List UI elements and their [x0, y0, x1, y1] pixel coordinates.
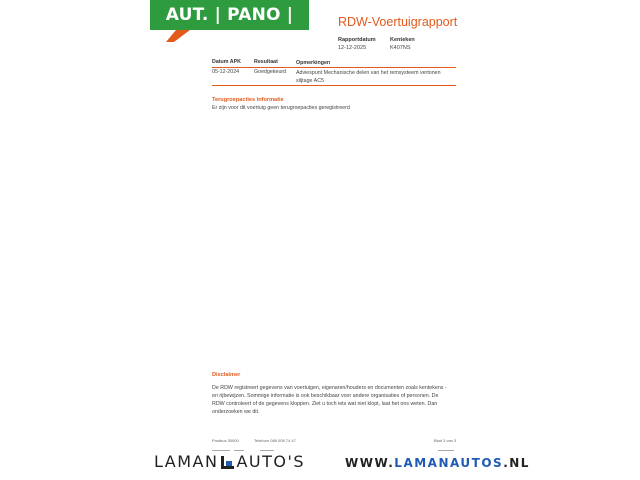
- apk-table: [212, 58, 456, 84]
- kenteken-value: K407NS: [390, 45, 411, 51]
- header-resultaat: Resultaat: [254, 59, 278, 65]
- dealer-logo: [154, 452, 305, 471]
- footer-postbus: Postbus 30000: [212, 438, 239, 443]
- site-prefix: WWW.: [345, 456, 395, 470]
- orange-swoosh-icon: [166, 30, 190, 42]
- disclaimer-text: De RDW registreert gegevens van voertuigen, eigenaren/houders en documenten zoals kentekens - en rijbewijzen. Sommige informatie is ook beschikbaar voor andere organisaties of personen. De RDW controleert of de gegevens kloppen. Ziet u toch iets wat niet klopt, laat het ons weten. Dan onderzoeken we dit.: [212, 385, 447, 415]
- rapportdatum-label: Rapportdatum: [338, 37, 376, 43]
- dealer-name-part2: AUTO'S: [236, 452, 306, 471]
- table-header-rule: [212, 67, 456, 68]
- report-title: RDW-Voertuigrapport: [338, 15, 458, 29]
- footer-page: Blad 3 van 3: [434, 438, 457, 443]
- recall-title: Terugroepacties informatie: [212, 97, 284, 103]
- dealer-website: [345, 456, 530, 470]
- promo-banner: AUT. | PANO | CARPLAY: [150, 0, 309, 30]
- footer-cut-text-left: [212, 448, 252, 451]
- dealer-logo-mark-icon: [221, 456, 234, 469]
- row-datum: 05-12-2024: [212, 69, 240, 75]
- footer-cut-text-mid: [260, 448, 278, 451]
- table-bottom-rule: [212, 85, 456, 86]
- dealer-name-part1: LAMAN: [154, 452, 219, 471]
- recall-text: Er zijn voor dit voertuig geen terugroepacties geregistreerd: [212, 105, 350, 111]
- apk-table-header: [212, 58, 456, 66]
- rapportdatum: [338, 37, 376, 51]
- row-resultaat: Goedgekeurd: [254, 69, 287, 75]
- header-opmerkingen: Opmerkingen: [296, 60, 331, 66]
- kenteken: [390, 37, 415, 51]
- footer-cut-text-right: [438, 448, 456, 451]
- row-opmerking: Adviespunt Mechanische delen van het remsysteem vertonen slijtage AC5: [296, 70, 441, 84]
- site-accent: LAMANAUTOS: [394, 456, 504, 470]
- header-datum: Datum APK: [212, 59, 241, 65]
- disclaimer-title: Disclaimer: [212, 372, 241, 378]
- rapportdatum-value: 12-12-2025: [338, 45, 367, 51]
- kenteken-label: Kenteken: [390, 37, 415, 43]
- footer-telefoon: Telefoon 088 008 74 47: [254, 438, 296, 443]
- table-row: [212, 68, 456, 84]
- site-suffix: .NL: [503, 456, 530, 470]
